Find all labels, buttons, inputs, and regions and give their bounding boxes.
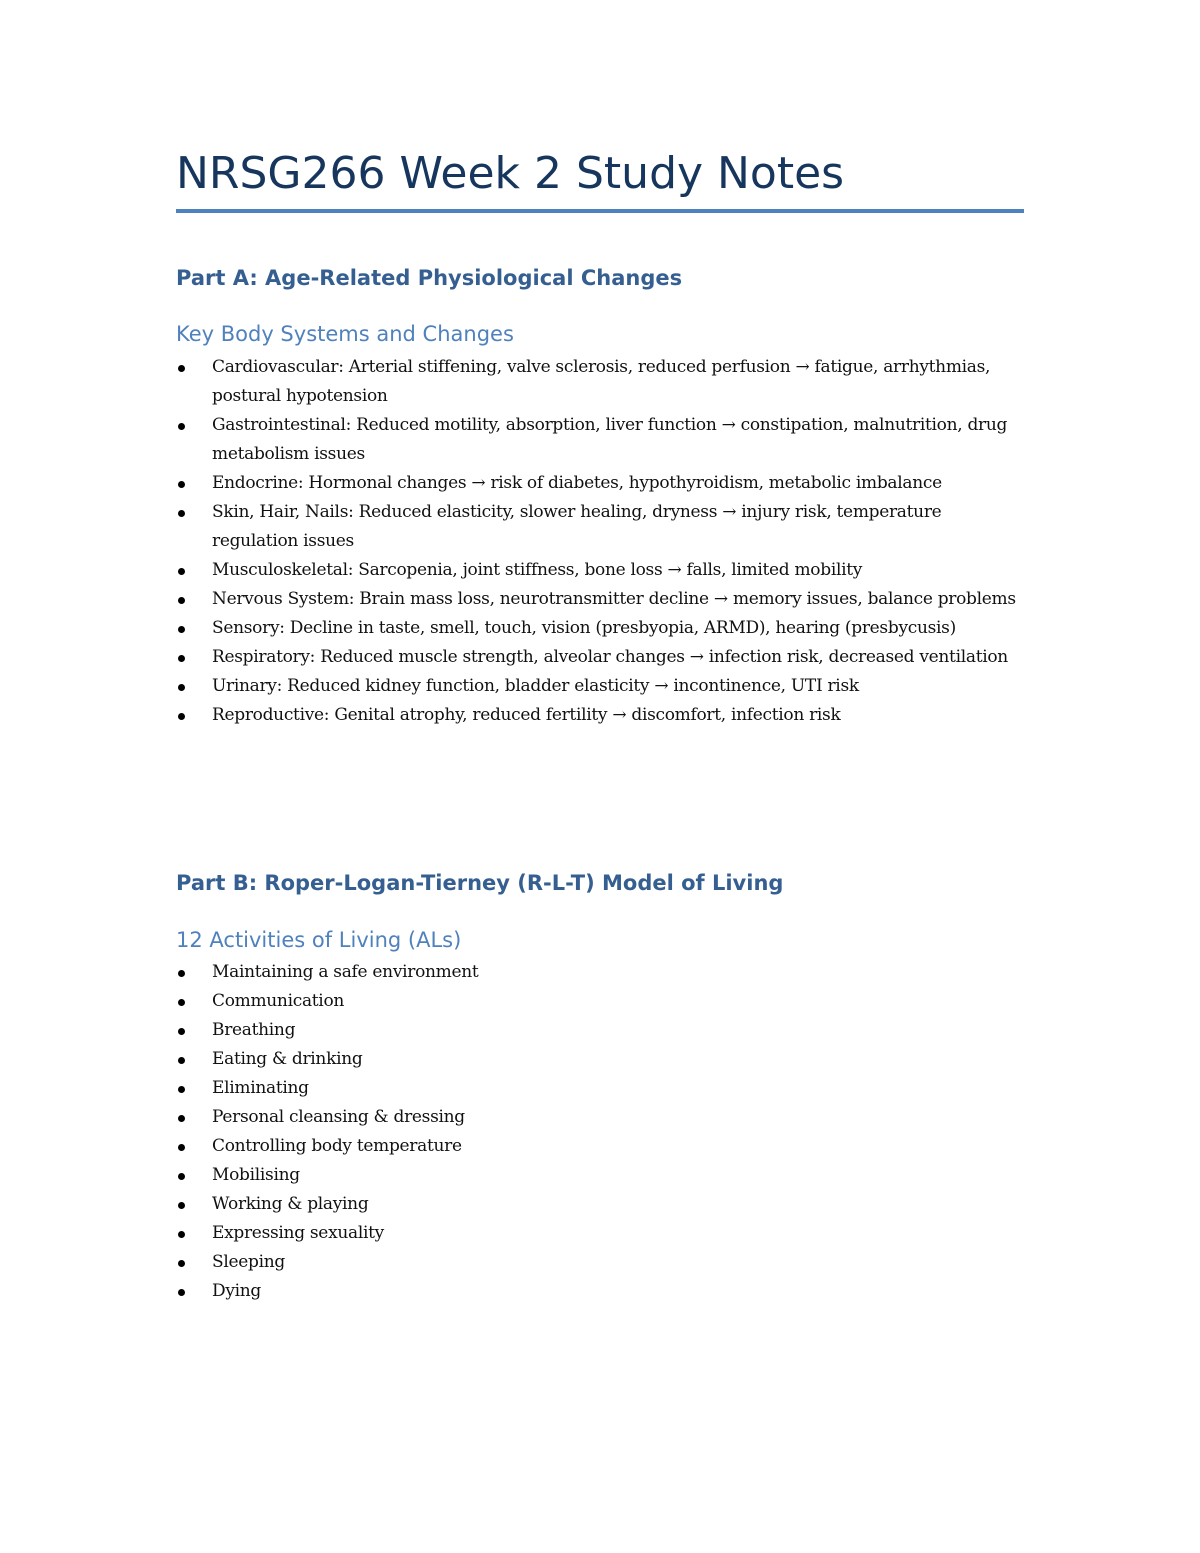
list-item: Skin, Hair, Nails: Reduced elasticity, slower healing, dryness → injury risk, temperature regulation issues — [176, 498, 1026, 556]
list-item: Sleeping — [176, 1248, 1026, 1277]
list-item: Expressing sexuality — [176, 1219, 1026, 1248]
list-item: Endocrine: Hormonal changes → risk of diabetes, hypothyroidism, metabolic imbalance — [176, 469, 1026, 498]
document-title: NRSG266 Week 2 Study Notes — [176, 148, 845, 199]
part-a-heading: Part A: Age-Related Physiological Changes — [176, 266, 683, 290]
list-item: Urinary: Reduced kidney function, bladder elasticity → incontinence, UTI risk — [176, 672, 1026, 701]
list-item: Respiratory: Reduced muscle strength, alveolar changes → infection risk, decreased ventilation — [176, 643, 1026, 672]
list-item: Controlling body temperature — [176, 1132, 1026, 1161]
part-b-list — [176, 958, 1026, 1306]
list-item: Mobilising — [176, 1161, 1026, 1190]
list-item: Maintaining a safe environment — [176, 958, 1026, 987]
list-item: Sensory: Decline in taste, smell, touch, vision (presbyopia, ARMD), hearing (presbycusis) — [176, 614, 1026, 643]
list-item: Working & playing — [176, 1190, 1026, 1219]
list-item: Musculoskeletal: Sarcopenia, joint stiffness, bone loss → falls, limited mobility — [176, 556, 1026, 585]
list-item: Reproductive: Genital atrophy, reduced fertility → discomfort, infection risk — [176, 701, 1026, 730]
part-a-subheading: Key Body Systems and Changes — [176, 322, 514, 346]
part-b-subheading: 12 Activities of Living (ALs) — [176, 928, 462, 952]
list-item: Personal cleansing & dressing — [176, 1103, 1026, 1132]
list-item: Eliminating — [176, 1074, 1026, 1103]
list-item: Gastrointestinal: Reduced motility, absorption, liver function → constipation, malnutrition, drug metabolism issues — [176, 411, 1026, 469]
list-item: Nervous System: Brain mass loss, neurotransmitter decline → memory issues, balance problems — [176, 585, 1026, 614]
list-item: Breathing — [176, 1016, 1026, 1045]
part-a-list — [176, 353, 1026, 730]
list-item: Eating & drinking — [176, 1045, 1026, 1074]
title-underline-rule — [176, 209, 1024, 213]
list-item: Communication — [176, 987, 1026, 1016]
part-b-heading: Part B: Roper-Logan-Tierney (R-L-T) Model of Living — [176, 871, 784, 895]
list-item: Cardiovascular: Arterial stiffening, valve sclerosis, reduced perfusion → fatigue, arrhythmias, postural hypotension — [176, 353, 1026, 411]
list-item: Dying — [176, 1277, 1026, 1306]
